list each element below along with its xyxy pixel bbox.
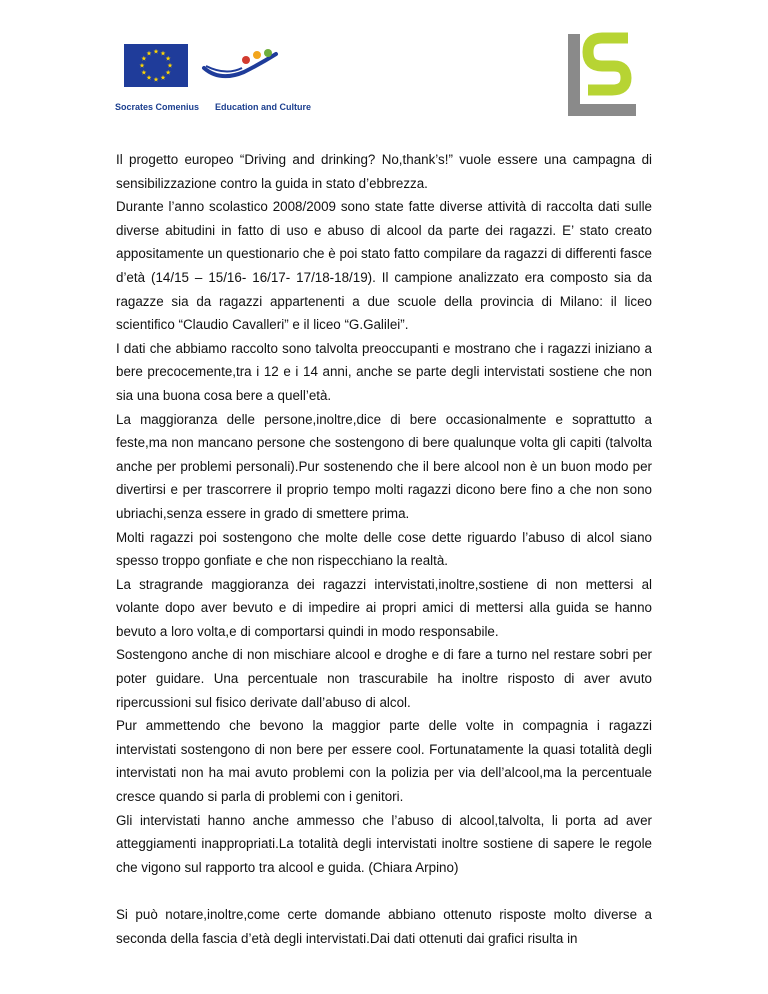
- paragraph: La maggioranza delle persone,inoltre,dice di bere occasionalmente e soprattutto a feste,ma non mancano persone che sostengono di bere qualunque volta gli capiti (talvolta anche per problemi personali).Pur sostenendo che il bere alcool non è un buon modo per divertirsi e per trascorrere il proprio tempo molti ragazzi dicono bere fino a che non sono ubriachi,senza essere in grado di smettere prima.: [116, 411, 652, 521]
- paragraph: Durante l’anno scolastico 2008/2009 sono state fatte diverse attività di raccolta dati sulle diverse abitudini in fatto di uso e abuso di alcool da parte dei ragazzi. E’ stato creato appositamente un questionario che è poi stato fatto compilare da ragazzi di differenti fasce d’età (14/15 – 15/16- 16/17- 17/18-18/19). Il campione analizzato era composto sia da ragazze sia da ragazzi appartenenti a due scuole della provincia di Milano: il liceo scientifico “Claudio Cavalleri” e il liceo “G.Galilei”.: [116, 199, 652, 333]
- education-culture-logo: [200, 46, 290, 86]
- paragraph: I dati che abbiamo raccolto sono talvolta preoccupanti e mostrano che i ragazzi iniziano a bere precocemente,tra i 12 e i 14 anni, anche se parte degli intervistati sostiene che non sia una buona cosa bere a quell’età.: [116, 340, 652, 403]
- eu-flag-logo: [124, 44, 188, 87]
- paragraph: Molti ragazzi poi sostengono che molte delle cose dette riguardo l’abuso di alcol siano spesso troppo gonfiate e che non rispecchiano la realtà.: [116, 529, 652, 569]
- paragraph: Sostengono anche di non mischiare alcool e droghe e di fare a turno nel restare sobri per poter guidare. Una percentuale non trascurabile ha inoltre risposto di aver avuto ripercussioni sul fisico derivate dall’abuso di alcol.: [116, 647, 652, 710]
- socrates-comenius-caption: Socrates Comenius: [115, 102, 200, 112]
- paragraph: Pur ammettendo che bevono la maggior parte delle volte in compagnia i ragazzi intervistati sostengono di non bere per essere cool. Fortunatamente la quasi totalità degli intervistati non ha mai avuto problemi con la polizia per via dell’alcool,ma la percentuale cresce quando si parla di problemi con i genitori.: [116, 718, 652, 805]
- paragraph: Gli intervistati hanno anche ammesso che l’abuso di alcool,talvolta, li porta ad aver atteggiamenti inappropriati.La totalità degli intervistati inoltre sostiene di sapere le regole che vigono sul rapporto tra alcool e guida. (Chiara Arpino): [116, 812, 652, 875]
- page-header: [0, 0, 768, 130]
- paragraph: Si può notare,inoltre,come certe domande abbiano ottenuto risposte molto diverse a seconda della fascia d’età degli intervistati.Dai dati ottenuti dai grafici risulta in: [116, 907, 652, 946]
- paragraph-spacer: [116, 879, 652, 903]
- document-body: [116, 148, 652, 950]
- education-culture-caption: Education and Culture: [215, 102, 312, 112]
- paragraph: La stragrande maggioranza dei ragazzi intervistati,inoltre,sostiene di non mettersi al volante dopo aver bevuto e di impedire ai propri amici di mettersi alla guida se hanno bevuto a loro volta,e di comportarsi quindi in modo responsabile.: [116, 576, 652, 639]
- school-ls-logo: [566, 32, 638, 118]
- paragraph: Il progetto europeo “Driving and drinking? No,thank’s!” vuole essere una campagna di sensibilizzazione contro la guida in stato d’ebbrezza.: [116, 152, 652, 191]
